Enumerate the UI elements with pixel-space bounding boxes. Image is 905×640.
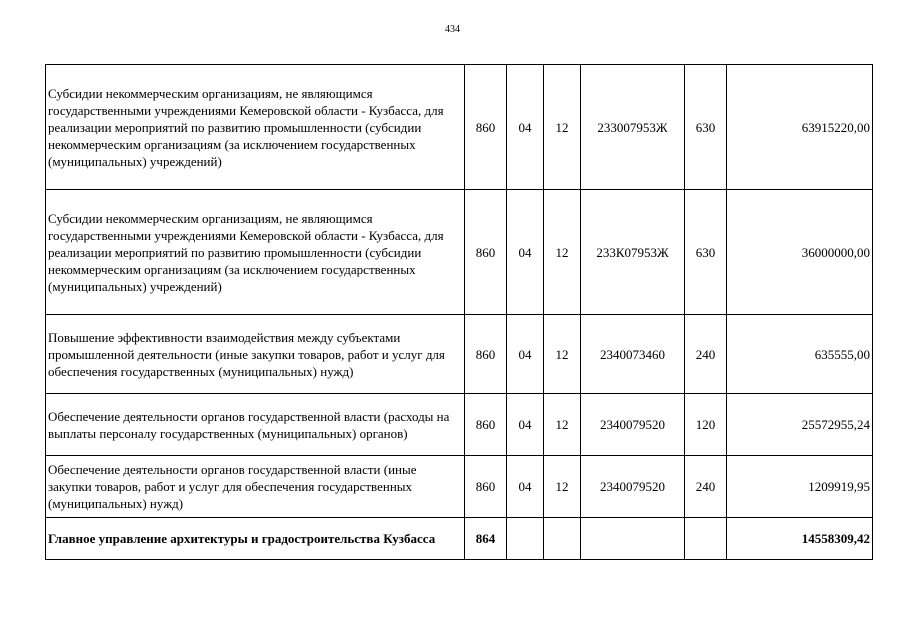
row-section: 04	[507, 456, 544, 518]
row-target: 2340079520	[581, 456, 685, 518]
table-row	[46, 315, 873, 394]
row-amount: 63915220,00	[727, 65, 873, 190]
table-row	[46, 456, 873, 518]
row-target: 233К07953Ж	[581, 190, 685, 315]
row-ministry: 860	[465, 65, 507, 190]
row-name: Главное управление архитектуры и градостроительства Кузбасса	[46, 518, 465, 560]
row-ministry: 860	[465, 190, 507, 315]
row-target	[581, 518, 685, 560]
row-subsection: 12	[544, 315, 581, 394]
row-amount: 635555,00	[727, 315, 873, 394]
row-expense-type: 240	[685, 315, 727, 394]
row-section: 04	[507, 190, 544, 315]
row-target: 2340079520	[581, 394, 685, 456]
budget-table	[45, 64, 873, 560]
table-row	[46, 65, 873, 190]
row-expense-type: 240	[685, 456, 727, 518]
row-section: 04	[507, 65, 544, 190]
row-ministry: 860	[465, 394, 507, 456]
row-target: 2340073460	[581, 315, 685, 394]
row-section: 04	[507, 394, 544, 456]
row-expense-type: 120	[685, 394, 727, 456]
row-subsection: 12	[544, 65, 581, 190]
row-subsection	[544, 518, 581, 560]
row-ministry: 860	[465, 456, 507, 518]
row-subsection: 12	[544, 456, 581, 518]
row-name: Повышение эффективности взаимодействия между субъектами промышленной деятельности (иные закупки товаров, работ и услуг для обеспечения государственных (муниципальных) нужд)	[46, 315, 465, 394]
row-name: Субсидии некоммерческим организациям, не являющимся государственными учреждениями Кемеровской области - Кузбасса, для реализации мероприятий по развитию промышленности (субсидии некоммерческим организациям (за исключением государственных (муниципальных) учреждений)	[46, 190, 465, 315]
row-expense-type: 630	[685, 190, 727, 315]
table-row	[46, 394, 873, 456]
row-subsection: 12	[544, 190, 581, 315]
row-amount: 36000000,00	[727, 190, 873, 315]
table-row-total	[46, 518, 873, 560]
row-target: 233007953Ж	[581, 65, 685, 190]
row-amount: 1209919,95	[727, 456, 873, 518]
row-name: Обеспечение деятельности органов государственной власти (расходы на выплаты персоналу государственных (муниципальных) органов)	[46, 394, 465, 456]
row-name: Обеспечение деятельности органов государственной власти (иные закупки товаров, работ и услуг для обеспечения государственных (муниципальных) нужд)	[46, 456, 465, 518]
row-expense-type: 630	[685, 65, 727, 190]
row-ministry: 860	[465, 315, 507, 394]
row-section: 04	[507, 315, 544, 394]
row-expense-type	[685, 518, 727, 560]
table-row	[46, 190, 873, 315]
page-number: 434	[445, 24, 460, 35]
row-subsection: 12	[544, 394, 581, 456]
row-section	[507, 518, 544, 560]
row-name: Субсидии некоммерческим организациям, не являющимся государственными учреждениями Кемеровской области - Кузбасса, для реализации мероприятий по развитию промышленности (субсидии некоммерческим организациям (за исключением государственных (муниципальных) учреждений)	[46, 65, 465, 190]
row-amount: 25572955,24	[727, 394, 873, 456]
row-amount: 14558309,42	[727, 518, 873, 560]
row-ministry: 864	[465, 518, 507, 560]
